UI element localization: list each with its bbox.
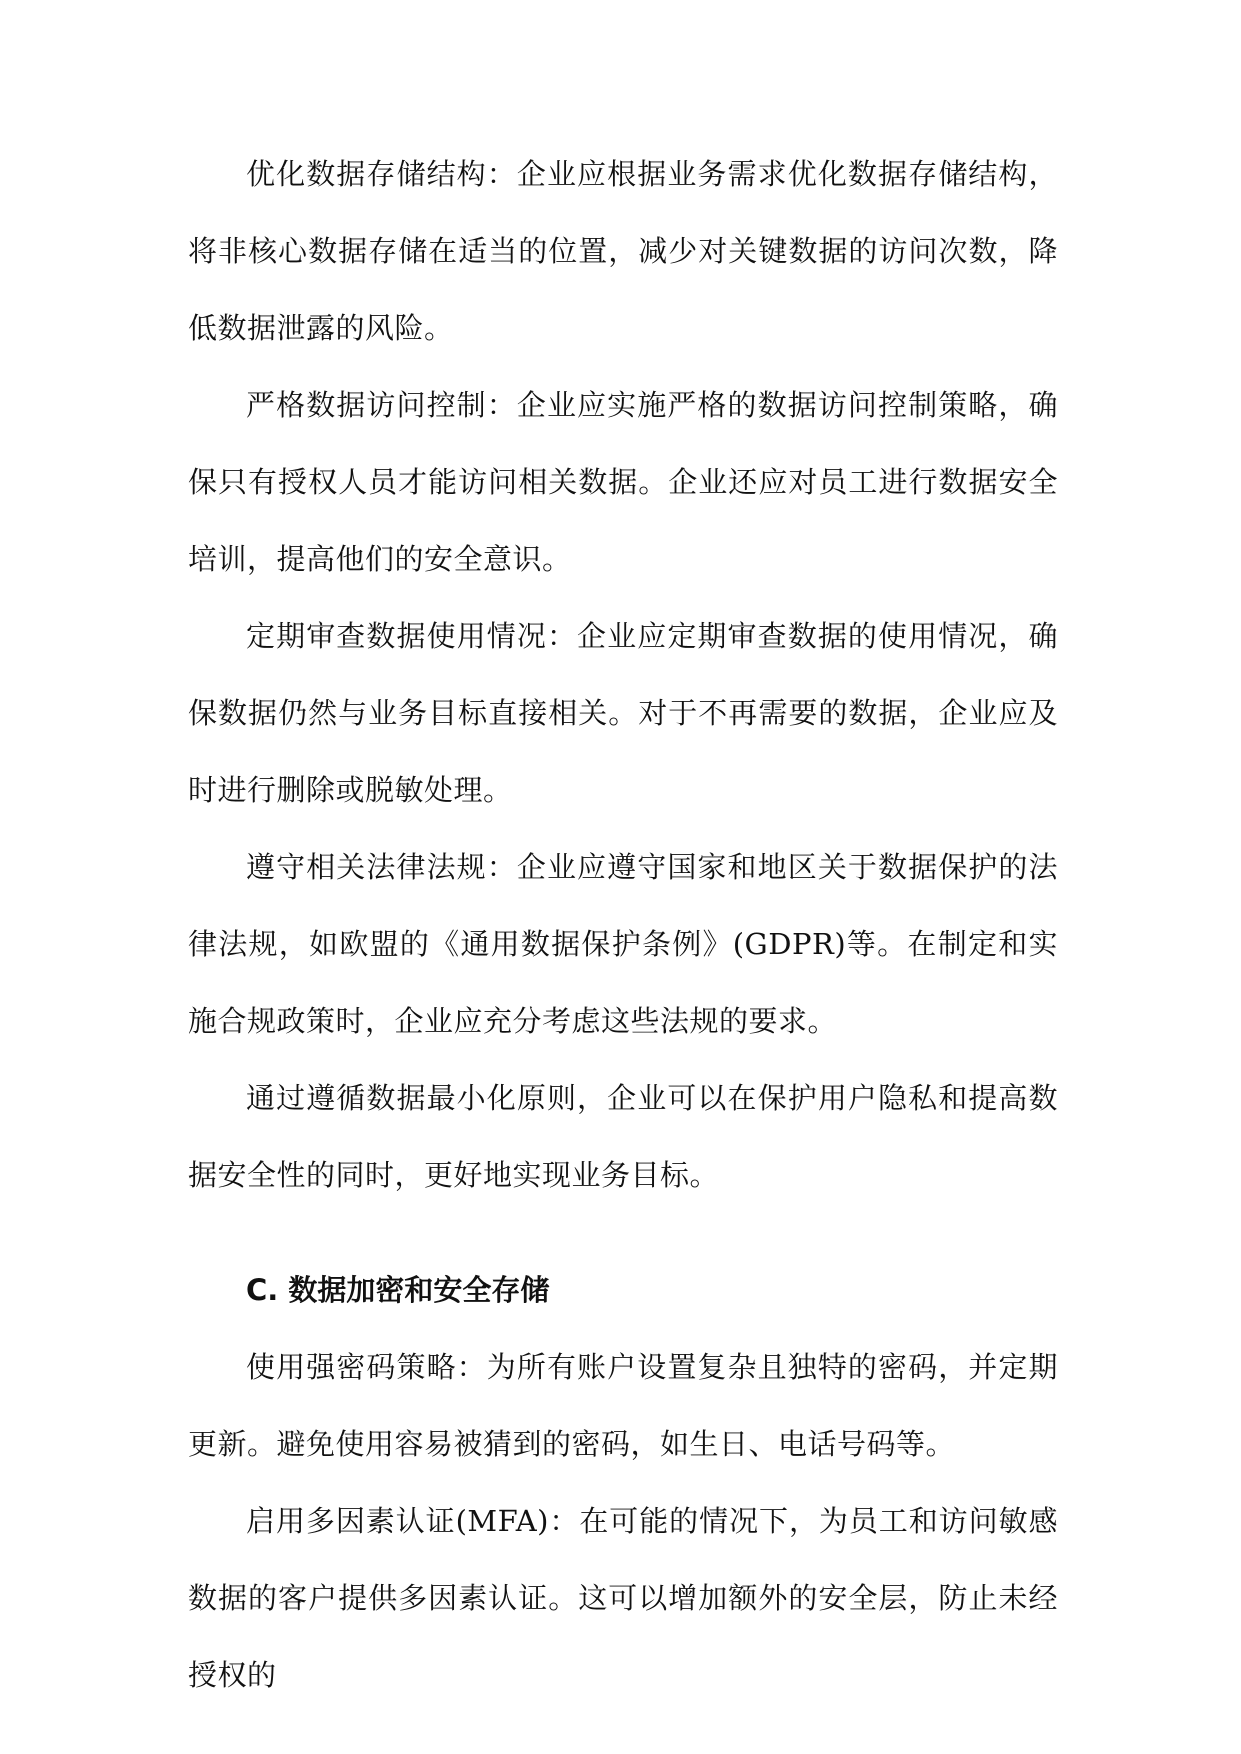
- paragraph-access-control: 严格数据访问控制：企业应实施严格的数据访问控制策略，确保只有授权人员才能访问相关数据。企业还应对员工进行数据安全培训，提高他们的安全意识。: [188, 388, 1058, 576]
- paragraph-summary: 通过遵循数据最小化原则，企业可以在保护用户隐私和提高数据安全性的同时，更好地实现业务目标。: [188, 1081, 1058, 1192]
- document-page: [188, 136, 1058, 1714]
- paragraph-optimize-storage: 优化数据存储结构：企业应根据业务需求优化数据存储结构，将非核心数据存储在适当的位置，减少对关键数据的访问次数，降低数据泄露的风险。: [188, 157, 1058, 345]
- paragraph-legal-compliance: 遵守相关法律法规：企业应遵守国家和地区关于数据保护的法律法规，如欧盟的《通用数据保护条例》(GDPR)等。在制定和实施合规政策时，企业应充分考虑这些法规的要求。: [188, 850, 1058, 1038]
- paragraph-strong-password: 使用强密码策略：为所有账户设置复杂且独特的密码，并定期更新。避免使用容易被猜到的密码，如生日、电话号码等。: [188, 1350, 1058, 1461]
- paragraph-review-usage: 定期审查数据使用情况：企业应定期审查数据的使用情况，确保数据仍然与业务目标直接相关。对于不再需要的数据，企业应及时进行删除或脱敏处理。: [188, 619, 1058, 807]
- paragraph-mfa: 启用多因素认证(MFA)：在可能的情况下，为员工和访问敏感数据的客户提供多因素认证。这可以增加额外的安全层，防止未经授权的: [188, 1504, 1058, 1692]
- section-heading: C. 数据加密和安全存储: [246, 1273, 550, 1307]
